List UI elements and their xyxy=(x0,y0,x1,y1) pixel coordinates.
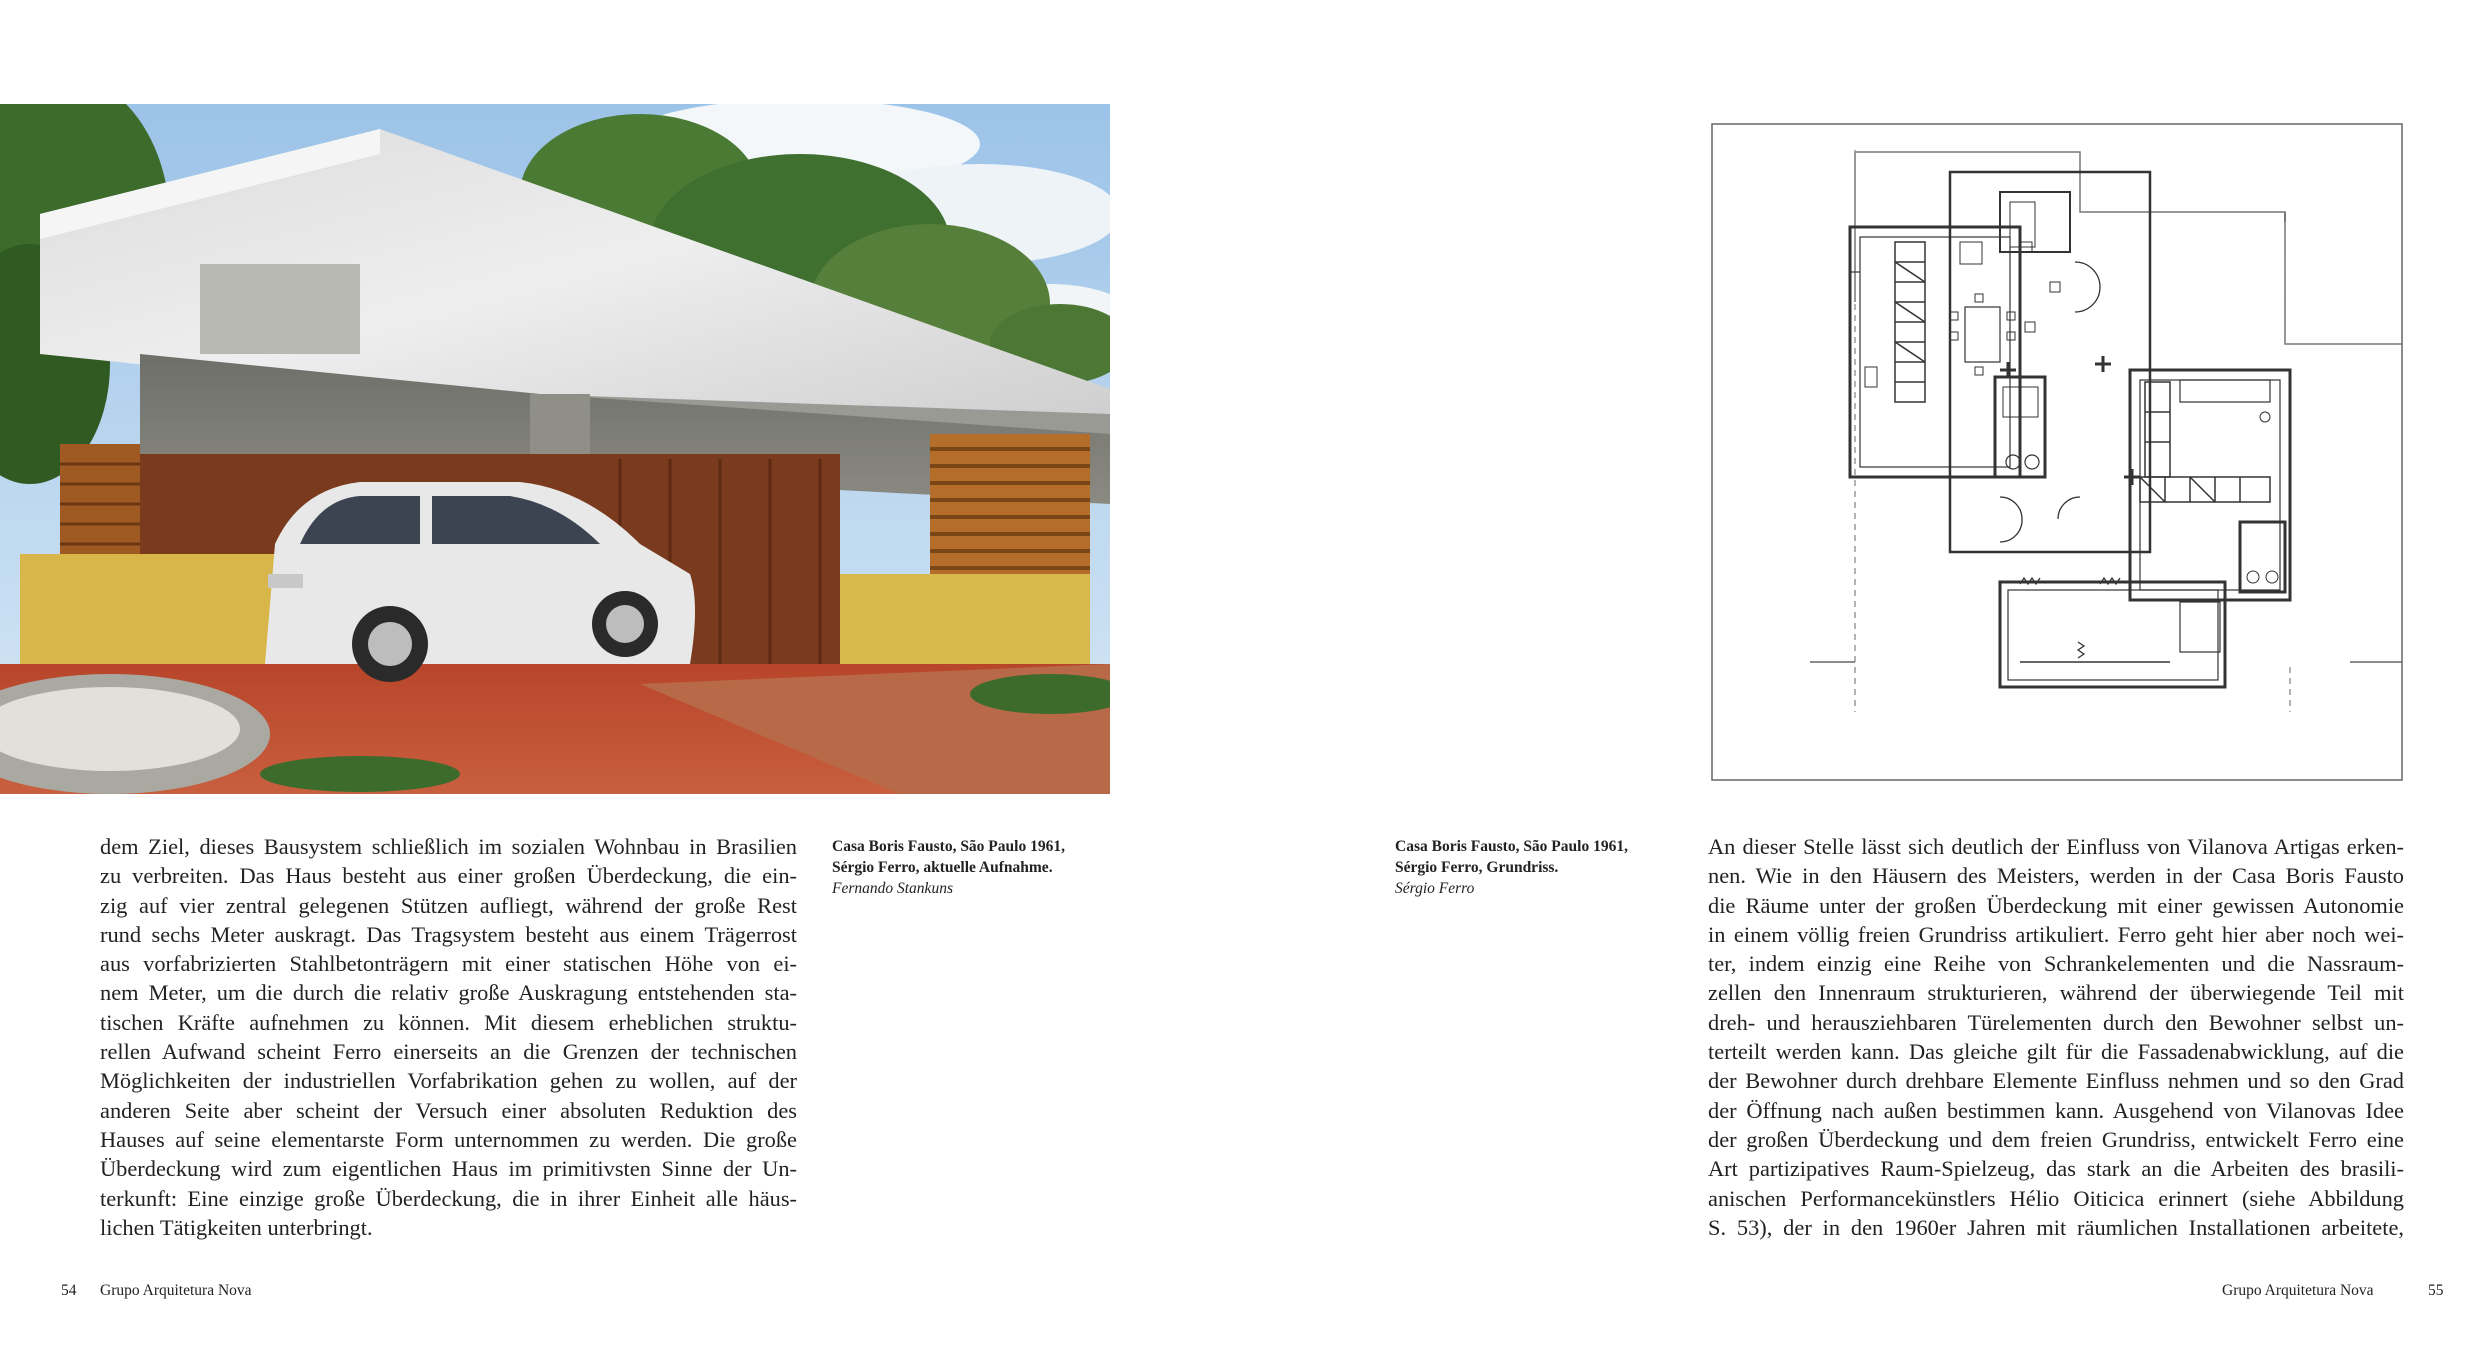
text-line: anderen Seite aber scheint der Versuch einer absoluten Reduktion des xyxy=(100,1097,797,1123)
caption-line: Casa Boris Fausto, São Paulo 1961, xyxy=(832,838,1065,855)
text-line: der Bewohner durch drehbare Elemente Einfluss nehmen und so den Grad xyxy=(1708,1068,2404,1094)
text-line: terkunft: Eine einzige große Überdeckung, die in ihrer Einheit alle häus- xyxy=(100,1185,797,1211)
caption-line: Casa Boris Fausto, São Paulo 1961, xyxy=(1395,838,1628,855)
left-body-text xyxy=(100,832,797,1242)
right-body-text xyxy=(1708,832,2404,1242)
text-line: zellen den Innenraum strukturieren, während der überwiegende Teil mit xyxy=(1708,980,2404,1006)
text-line: terteilt werden kann. Das gleiche gilt für die Fassadenabwicklung, auf die xyxy=(1708,1039,2404,1065)
page-number-left: 54 xyxy=(61,1282,77,1299)
text-line: tischen Kräfte aufnehmen zu können. Mit diesem erheblichen struktu- xyxy=(100,1009,797,1035)
text-line: rellen Aufwand scheint Ferro einerseits an die Grenzen der technischen xyxy=(100,1039,797,1065)
caption-line: Sérgio Ferro, aktuelle Aufnahme. xyxy=(832,859,1053,876)
plan-caption xyxy=(1395,836,1695,899)
text-line: S. 53), der in den 1960er Jahren mit räumlichen Installationen arbeitete, xyxy=(1708,1214,2404,1240)
text-line: Möglichkeiten der industriellen Vorfabrikation gehen zu wollen, auf der xyxy=(100,1068,797,1094)
floor-plan-drawing xyxy=(1710,122,2404,782)
text-line: Hauses auf seine elementarste Form unternommen zu werden. Die große xyxy=(100,1126,797,1152)
text-line: der großen Überdeckung und dem freien Grundriss, entwickelt Ferro eine xyxy=(1708,1126,2404,1152)
text-line: dreh- und herausziehbaren Türelementen durch den Bewohner selbst un- xyxy=(1708,1009,2404,1035)
page-number-right: 55 xyxy=(2428,1282,2444,1299)
text-line: An dieser Stelle lässt sich deutlich der Einfluss von Vilanova Artigas erken- xyxy=(1708,834,2404,859)
text-line: nem Meter, um die durch die relativ große Auskragung entstehenden sta- xyxy=(100,980,797,1006)
caption-credit: Fernando Stankuns xyxy=(832,880,953,897)
text-line: rund sechs Meter auskragt. Das Tragsystem besteht aus einem Trägerrost xyxy=(100,921,797,947)
text-line: aus vorfabrizierten Stahlbetonträgern mit einer statischen Höhe von ei- xyxy=(100,951,797,977)
caption-line: Sérgio Ferro, Grundriss. xyxy=(1395,859,1559,876)
text-line: in einem völlig freien Grundriss artikuliert. Ferro geht hier aber noch wei- xyxy=(1708,921,2404,947)
text-line: ter, indem einzig eine Reihe von Schrankelementen und die Nassraum- xyxy=(1708,951,2404,977)
text-line: die Räume unter der großen Überdeckung mit einer gewissen Autonomie xyxy=(1708,892,2404,918)
text-line: nen. Wie in den Häusern des Meisters, werden in der Casa Boris Fausto xyxy=(1708,863,2404,889)
text-line: zu verbreiten. Das Haus besteht aus einer großen Überdeckung, die ein- xyxy=(100,863,797,889)
text-line: lichen Tätigkeiten unterbringt. xyxy=(100,1214,373,1240)
text-line: anischen Performancekünstlers Hélio Oiticica erinnert (siehe Abbildung xyxy=(1708,1185,2404,1211)
text-line: der Öffnung nach außen bestimmen kann. Ausgehend von Vilanovas Idee xyxy=(1708,1097,2404,1123)
text-line: zig auf vier zentral gelegenen Stützen aufliegt, während der große Rest xyxy=(100,892,797,918)
house-photo xyxy=(0,104,1110,794)
photo-caption xyxy=(832,836,1132,899)
caption-credit: Sérgio Ferro xyxy=(1395,880,1475,897)
running-title-right: Grupo Arquitetura Nova xyxy=(2222,1282,2374,1299)
running-title-left: Grupo Arquitetura Nova xyxy=(100,1282,252,1299)
text-line: Überdeckung wird zum eigentlichen Haus im primitivsten Sinne der Un- xyxy=(100,1156,797,1182)
text-line: Art partizipatives Raum-Spielzeug, das stark an die Arbeiten des brasili- xyxy=(1708,1156,2404,1182)
text-line: dem Ziel, dieses Bausystem schließlich im sozialen Wohnbau in Brasilien xyxy=(100,834,797,859)
